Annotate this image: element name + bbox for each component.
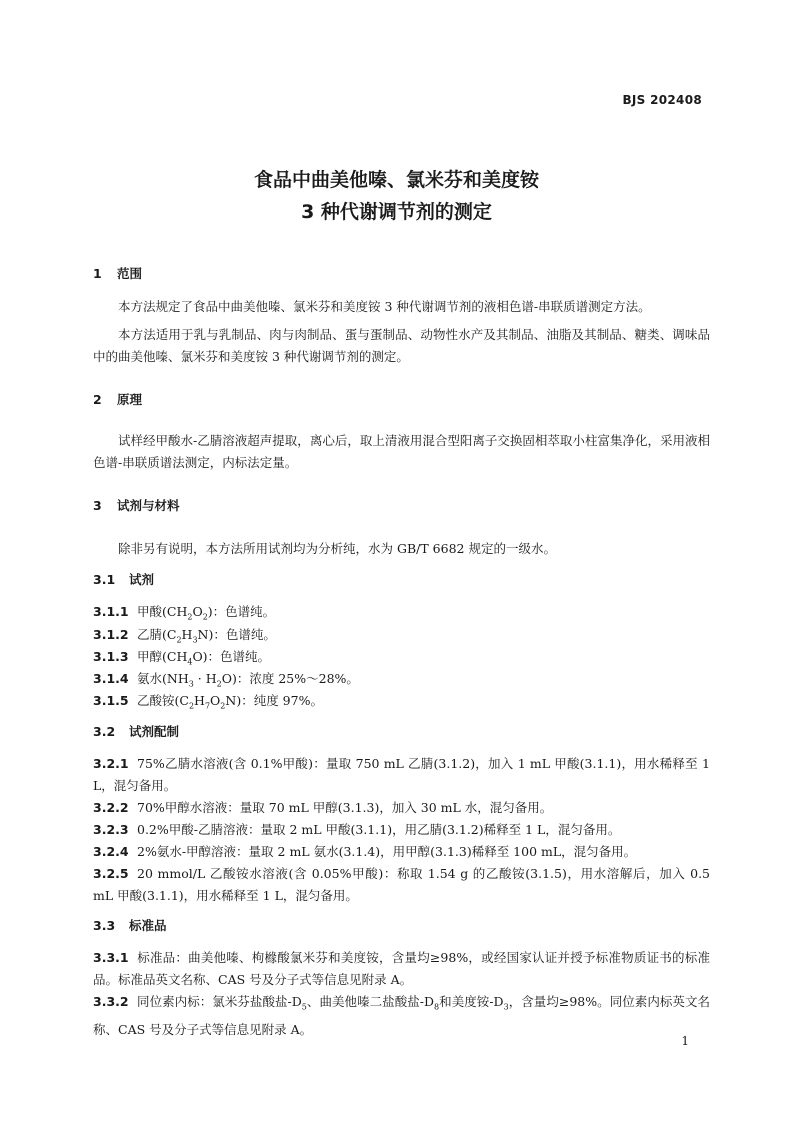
clause-item — [93, 863, 710, 907]
clause-text: ，含量均≥98%。同位素内标英文名称、CAS 号及分子式等信息见附录 A。 — [93, 994, 710, 1037]
clause-number: 3.1.2 — [93, 627, 129, 642]
clause-text: N)：色谱纯。 — [197, 627, 276, 642]
page-number: 1 — [681, 1034, 689, 1048]
standard-code: BJS 202408 — [622, 93, 702, 107]
clause-item — [93, 991, 710, 1041]
clause-text: 同位素内标：氯米芬盐酸盐-D — [137, 994, 302, 1009]
clause-number: 3.1.3 — [93, 649, 129, 664]
clause-text: H — [194, 693, 205, 708]
clause-text: 乙酸铵(C — [137, 693, 189, 708]
clause-text: 甲醇(CH — [137, 649, 188, 664]
clause-item — [93, 819, 710, 841]
subscript: 7 — [204, 701, 211, 711]
subscript: 2 — [202, 612, 208, 622]
subsection-title: 试剂配制 — [129, 724, 180, 739]
section-3-heading — [93, 497, 180, 515]
clause-text: 0.2%甲酸-乙腈溶液：量取 2 mL 甲酸(3.1.1)，用乙腈(3.1.2)稀释至 1 L，混匀备用。 — [137, 822, 621, 837]
clause-text: 2%氨水-甲醇溶液：量取 2 mL 氨水(3.1.4)，用甲醇(3.1.3)稀释至 100 mL，混匀备用。 — [137, 844, 637, 859]
clause-text: O)：浓度 25%～28%。 — [221, 671, 359, 686]
clause-text: 70%甲醇水溶液：量取 70 mL 甲醇(3.1.3)，加入 30 mL 水，混匀备用。 — [137, 800, 553, 815]
subscript: 2 — [220, 701, 226, 711]
clause-number: 3.3.1 — [93, 950, 129, 965]
section-title: 试剂与材料 — [117, 498, 180, 513]
subscript: 4 — [187, 657, 193, 667]
section-title: 原理 — [117, 392, 143, 407]
clause-number: 3.2.3 — [93, 822, 129, 837]
subscript: 2 — [188, 701, 195, 711]
clause-number: 3.3.2 — [93, 994, 129, 1009]
paragraph: 试样经甲酸水-乙腈溶液超声提取，离心后，取上清液用混合型阳离子交换固相萃取小柱富集净化，采用液相色谱-串联质谱法测定，内标法定量。 — [93, 433, 710, 470]
section-title: 范围 — [117, 266, 143, 281]
subscript: 3 — [192, 635, 198, 645]
subscript: 2 — [176, 635, 182, 645]
subsection-title: 试剂 — [129, 572, 155, 587]
clause-text: )：色谱纯。 — [207, 604, 276, 619]
subsection-3-3-heading — [93, 917, 167, 935]
clause-text: 乙腈(C — [137, 627, 177, 642]
clause-text: O — [210, 693, 221, 708]
subscript: 8 — [434, 1002, 440, 1012]
clause-text: N)：纯度 97%。 — [225, 693, 323, 708]
clause-number: 3.1.1 — [93, 604, 129, 619]
subsection-number: 3.2 — [93, 724, 116, 739]
clause-item — [93, 690, 710, 718]
section-number: 2 — [93, 392, 102, 407]
clause-number: 3.2.4 — [93, 844, 129, 859]
clause-number: 3.2.5 — [93, 866, 129, 881]
section-number: 3 — [93, 498, 102, 513]
clause-text: 甲酸(CH — [137, 604, 188, 619]
clause-text: 和美度铵-D — [439, 994, 504, 1009]
clause-text: 20 mmol/L 乙酸铵水溶液(含 0.05%甲酸)：称取 1.54 g 的乙酸铵(3.1.5)，用水溶解后，加入 0.5 mL 甲酸(3.1.1)，用水稀释至 1 L，混匀备用。 — [93, 866, 710, 903]
subsection-number: 3.1 — [93, 572, 116, 587]
clause-item — [93, 797, 710, 819]
paragraph: 本方法规定了食品中曲美他嗪、氯米芬和美度铵 3 种代谢调节剂的液相色谱-串联质谱测定方法。 — [118, 299, 651, 314]
clause-text: O)：色谱纯。 — [192, 649, 271, 664]
paragraph: 除非另有说明，本方法所用试剂均为分析纯，水为 GB/T 6682 规定的一级水。 — [118, 541, 556, 556]
subsection-title: 标准品 — [129, 918, 167, 933]
paragraph: 本方法适用于乳与乳制品、肉与肉制品、蛋与蛋制品、动物性水产及其制品、油脂及其制品、糖类、调味品中的曲美他嗪、氯米芬和美度铵 3 种代谢调节剂的测定。 — [93, 327, 710, 364]
subsection-3-1-heading — [93, 571, 154, 589]
clause-text: H — [181, 627, 193, 642]
clause-text: 氨水(NH — [137, 671, 189, 686]
clause-number: 3.1.4 — [93, 671, 129, 686]
document-title-line-1: 食品中曲美他嗪、氯米芬和美度铵 — [253, 169, 539, 191]
clause-item — [93, 841, 710, 863]
section-number: 1 — [93, 266, 102, 281]
section-1-heading — [93, 265, 142, 283]
clause-number: 3.2.1 — [93, 756, 129, 771]
subsection-3-2-heading — [93, 723, 179, 741]
clause-item — [93, 947, 710, 991]
subscript: 2 — [187, 612, 193, 622]
subscript: 2 — [216, 679, 222, 689]
clause-text: O — [192, 604, 203, 619]
clause-number: 3.1.5 — [93, 693, 129, 708]
clause-number: 3.2.2 — [93, 800, 129, 815]
subsection-number: 3.3 — [93, 918, 116, 933]
subscript: 5 — [301, 1002, 307, 1012]
document-title-line-2: 3 种代谢调节剂的测定 — [301, 201, 492, 223]
clause-item — [93, 753, 710, 797]
clause-text: 、曲美他嗪二盐酸盐-D — [306, 994, 435, 1009]
subscript: 3 — [188, 679, 194, 689]
clause-text: · H — [193, 671, 217, 686]
clause-text: 75%乙腈水溶液(含 0.1%甲酸)：量取 750 mL 乙腈(3.1.2)，加入 1 mL 甲酸(3.1.1)，用水稀释至 1 L，混匀备用。 — [93, 756, 710, 793]
section-2-heading — [93, 391, 142, 409]
clause-text: 标准品：曲美他嗪、枸橼酸氯米芬和美度铵，含量均≥98%，或经国家认证并授予标准物质证书的标准品。标准品英文名称、CAS 号及分子式等信息见附录 A。 — [93, 950, 710, 987]
subscript: 3 — [503, 1002, 509, 1012]
